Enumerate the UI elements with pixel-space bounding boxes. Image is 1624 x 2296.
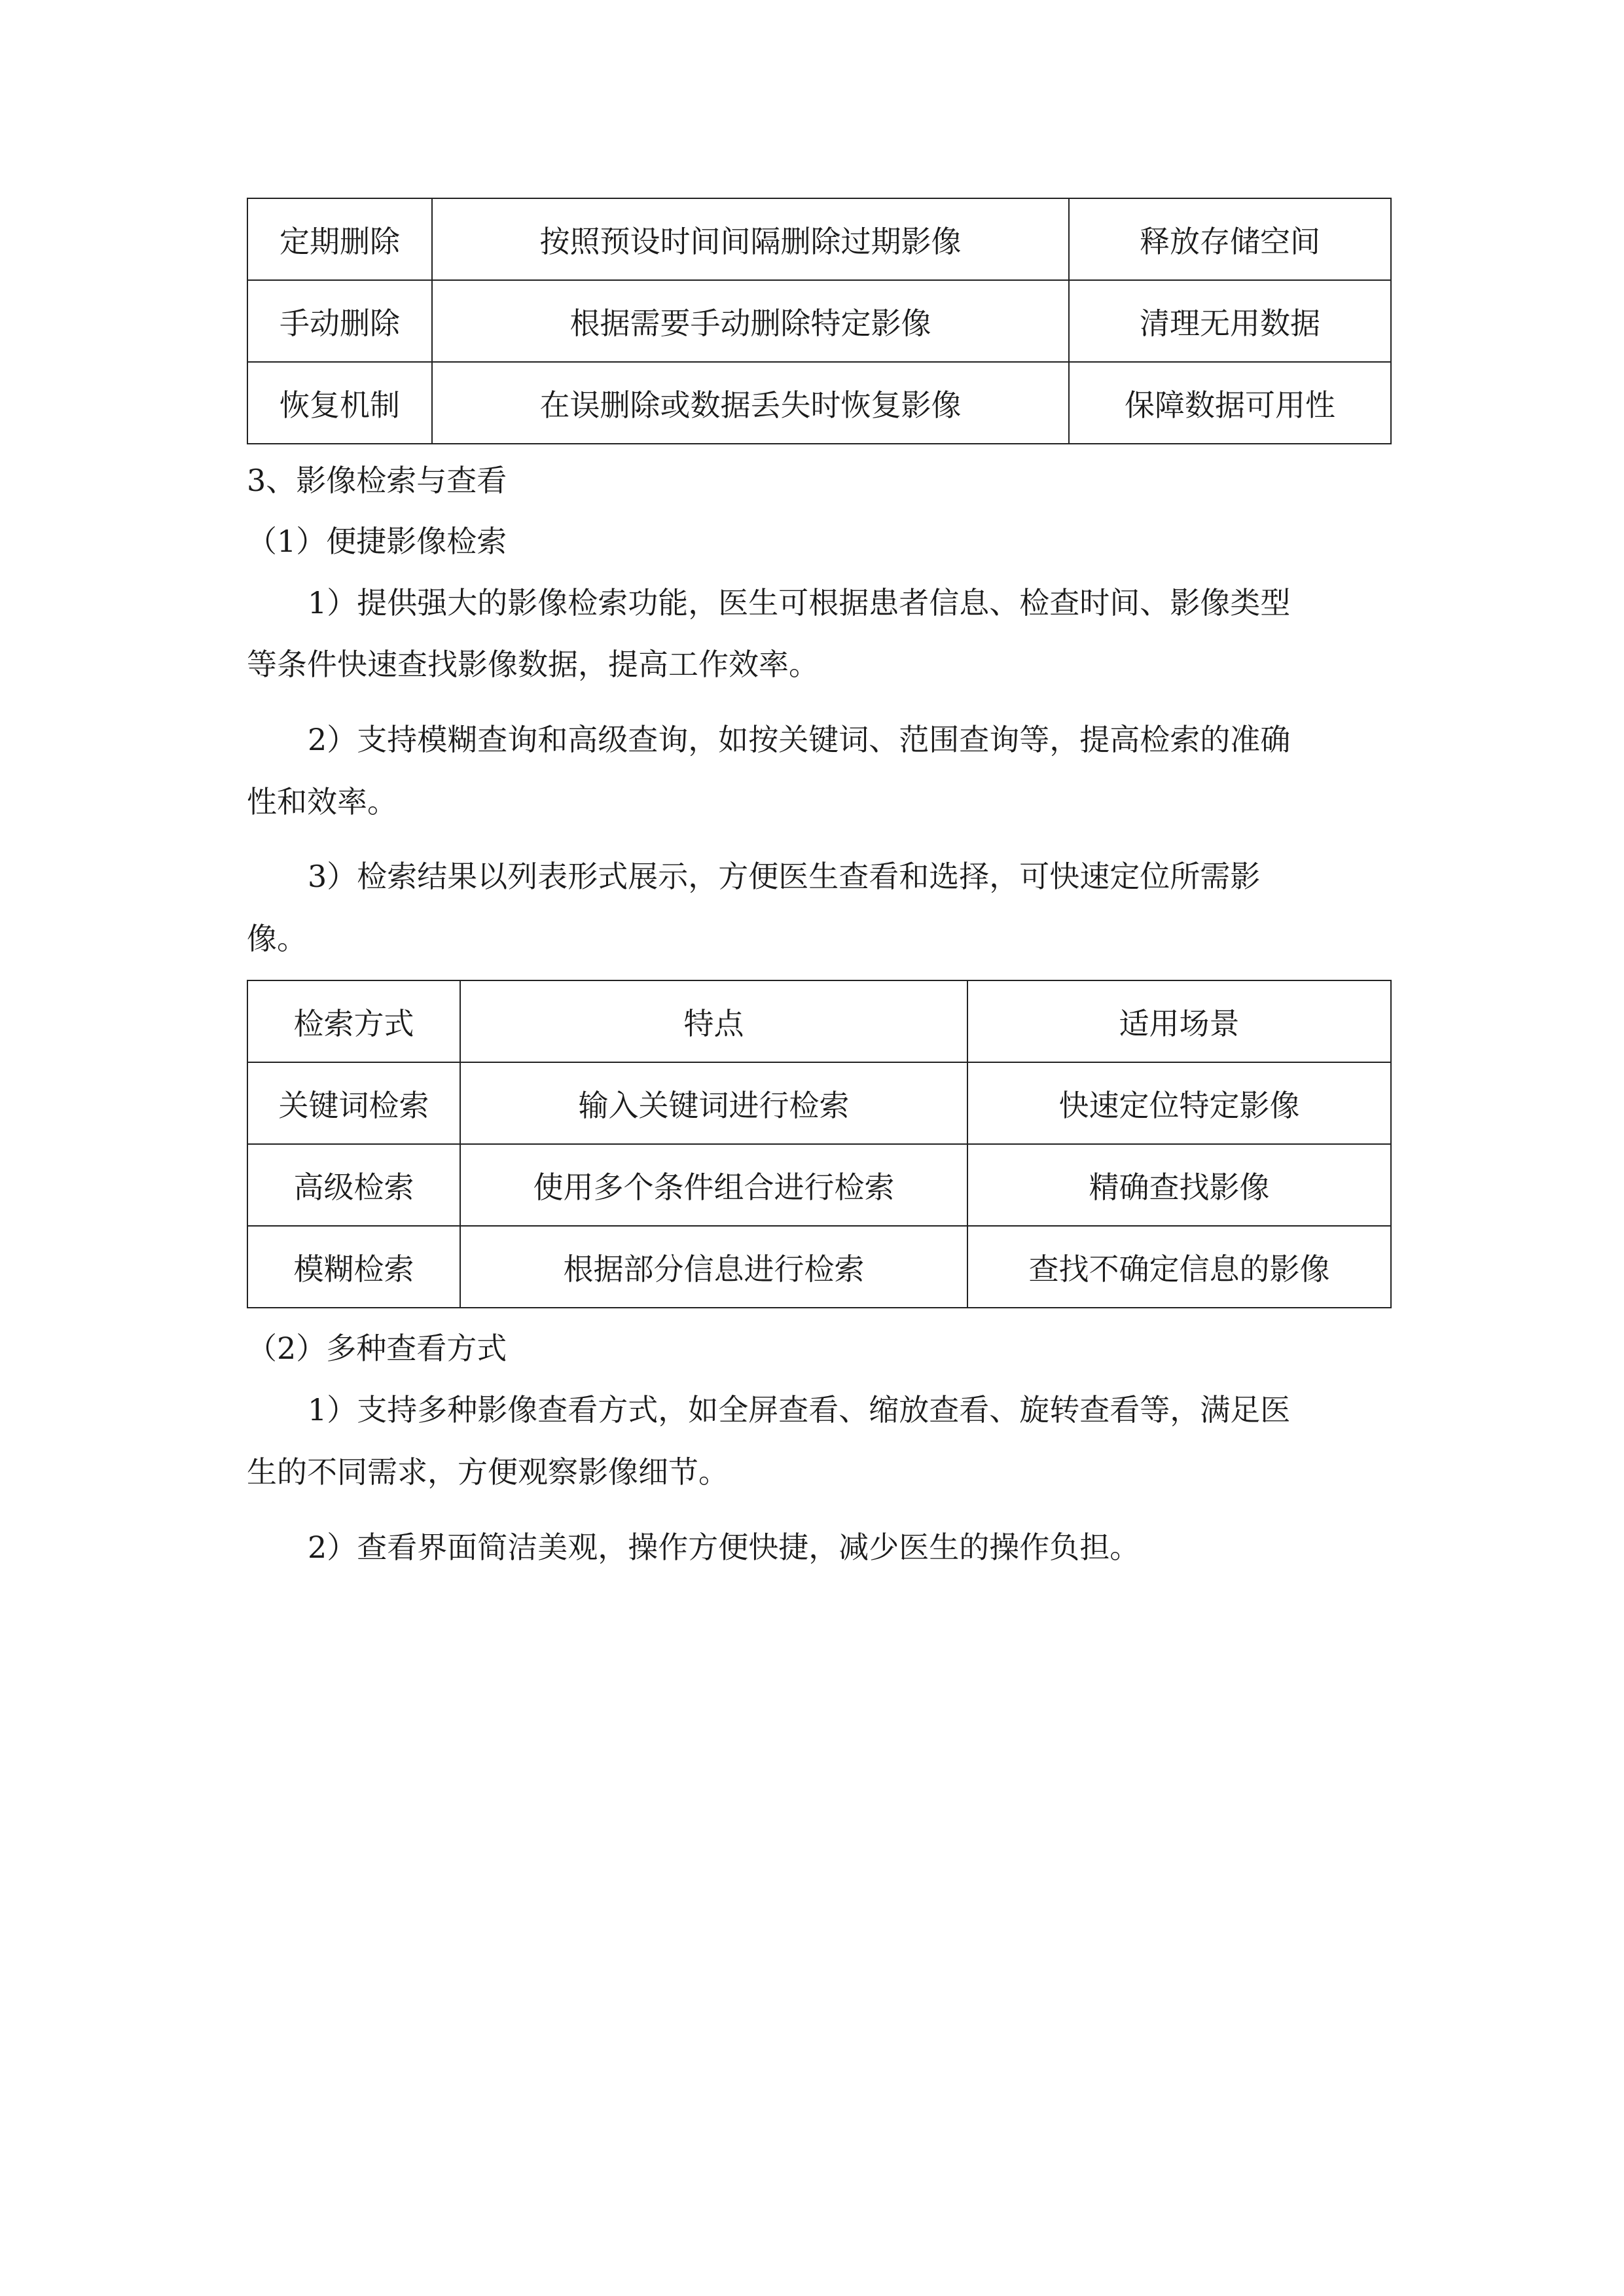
paragraph-line: 像。: [247, 921, 307, 956]
table-header-row: [247, 980, 1391, 1062]
table-cell: 释放存储空间: [1069, 198, 1391, 280]
table-cell: 保障数据可用性: [1069, 362, 1391, 444]
paragraph-line: 2）查看界面简洁美观，操作方便快捷，减少医生的操作负担。: [308, 1530, 1140, 1565]
subsection-heading: （2）多种查看方式: [247, 1331, 507, 1366]
table-cell: 按照预设时间间隔删除过期影像: [432, 198, 1069, 280]
paragraph-line: 等条件快速查找影像数据，提高工作效率。: [247, 647, 819, 682]
paragraph-line: 1）提供强大的影像检索功能，医生可根据患者信息、检查时间、影像类型: [308, 585, 1291, 620]
table-row: [247, 280, 1391, 362]
table-cell: 输入关键词进行检索: [460, 1062, 967, 1144]
table-cell: 查找不确定信息的影像: [967, 1226, 1391, 1308]
table-cell: 快速定位特定影像: [967, 1062, 1391, 1144]
table-cell: 根据部分信息进行检索: [460, 1226, 967, 1308]
table-cell: 精确查找影像: [967, 1144, 1391, 1226]
table-cell: 高级检索: [247, 1144, 460, 1226]
table-row: [247, 1062, 1391, 1144]
table-header-cell: 适用场景: [967, 980, 1391, 1062]
table-cell: 使用多个条件组合进行检索: [460, 1144, 967, 1226]
section-heading: 3、影像检索与查看: [247, 463, 507, 498]
table-cell: 关键词检索: [247, 1062, 460, 1144]
paragraph-line: 3）检索结果以列表形式展示，方便医生查看和选择，可快速定位所需影: [308, 859, 1261, 894]
search-methods-table: [247, 980, 1392, 1308]
table-cell: 定期删除: [247, 198, 432, 280]
table-cell: 模糊检索: [247, 1226, 460, 1308]
table-row: [247, 362, 1391, 444]
paragraph-line: 2）支持模糊查询和高级查询，如按关键词、范围查询等，提高检索的准确: [308, 722, 1291, 757]
table-cell: 手动删除: [247, 280, 432, 362]
table-row: [247, 1226, 1391, 1308]
table-header-cell: 检索方式: [247, 980, 460, 1062]
table-cell: 在误删除或数据丢失时恢复影像: [432, 362, 1069, 444]
table-row: [247, 198, 1391, 280]
table-cell: 恢复机制: [247, 362, 432, 444]
table-row: [247, 1144, 1391, 1226]
table-cell: 清理无用数据: [1069, 280, 1391, 362]
paragraph-line: 1）支持多种影像查看方式，如全屏查看、缩放查看、旋转查看等，满足医: [308, 1392, 1291, 1427]
deletion-policy-table: [247, 198, 1392, 444]
paragraph-line: 生的不同需求，方便观察影像细节。: [247, 1454, 729, 1490]
paragraph-line: 性和效率。: [247, 784, 397, 819]
table-cell: 根据需要手动删除特定影像: [432, 280, 1069, 362]
table-header-cell: 特点: [460, 980, 967, 1062]
subsection-heading: （1）便捷影像检索: [247, 524, 507, 559]
